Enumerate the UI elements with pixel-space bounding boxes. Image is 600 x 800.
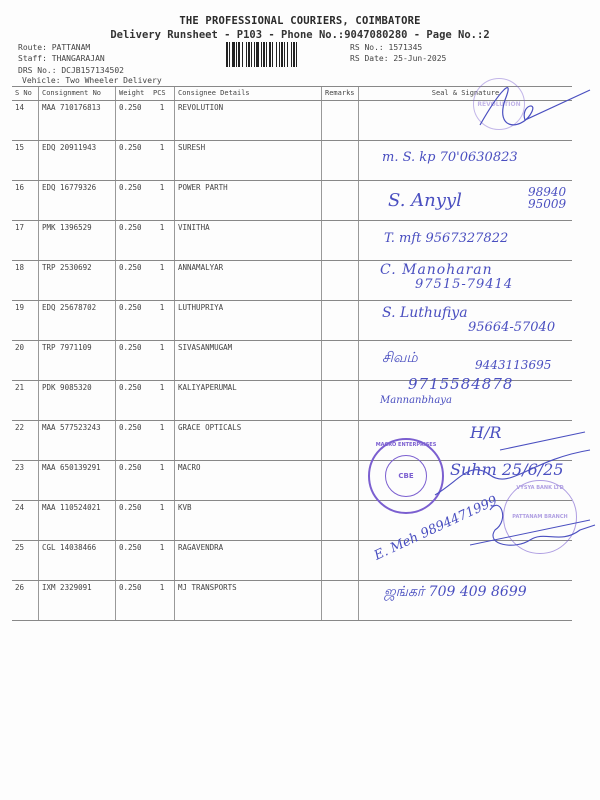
table-row	[12, 221, 572, 261]
cell-weight: 0.250	[116, 421, 151, 461]
table-row	[12, 461, 572, 501]
cell-pcs: 1	[150, 461, 175, 501]
cell-sno: 16	[12, 181, 39, 221]
cell-consignee: KALIYAPERUMAL	[175, 381, 322, 421]
cell-consignment: EDQ 16779326	[39, 181, 116, 221]
cell-seal-signature	[359, 501, 573, 541]
cell-weight: 0.250	[116, 501, 151, 541]
signature-row25: E. Meh 9894471999	[372, 493, 500, 564]
cell-seal-signature	[359, 301, 573, 341]
cell-remarks	[322, 101, 359, 141]
drs-number: DRS No.: DCJB157134502	[18, 66, 124, 75]
stamp-ring-text: VYSYA BANK LTD	[516, 485, 564, 491]
page-title: THE PROFESSIONAL COURIERS, COIMBATORE	[179, 15, 421, 27]
signature-row23: Suhm 25/6/25	[450, 460, 564, 479]
cell-sno: 21	[12, 381, 39, 421]
cell-pcs: 1	[150, 421, 175, 461]
cell-sno: 20	[12, 341, 39, 381]
cell-pcs: 1	[150, 101, 175, 141]
cell-consignment: MAA 710176813	[39, 101, 116, 141]
col-remarks: Remarks	[322, 87, 359, 101]
runsheet-table	[12, 86, 572, 621]
cell-seal-signature	[359, 381, 573, 421]
cell-consignee: ANNAMALYAR	[175, 261, 322, 301]
cell-consignee: POWER PARTH	[175, 181, 322, 221]
cell-remarks	[322, 421, 359, 461]
cell-pcs: 1	[150, 501, 175, 541]
table-row	[12, 181, 572, 221]
col-consignee: Consignee Details	[175, 87, 322, 101]
cell-seal-signature	[359, 141, 573, 181]
cell-consignment: CGL 14038466	[39, 541, 116, 581]
cell-remarks	[322, 581, 359, 621]
table-row	[12, 421, 572, 461]
col-weight: Weight	[116, 87, 151, 101]
cell-pcs: 1	[150, 341, 175, 381]
table-row	[12, 261, 572, 301]
cell-pcs: 1	[150, 581, 175, 621]
cell-remarks	[322, 341, 359, 381]
cell-seal-signature	[359, 541, 573, 581]
cell-weight: 0.250	[116, 461, 151, 501]
cell-sno: 17	[12, 221, 39, 261]
route-label: Route: PATTANAM	[18, 43, 91, 52]
stamp-center-text: PATTANAM BRANCH	[512, 514, 568, 520]
signature-row21-name: Mannanbhaya	[380, 395, 452, 406]
cell-remarks	[322, 221, 359, 261]
cell-consignment: MAA 110524021	[39, 501, 116, 541]
cell-sno: 19	[12, 301, 39, 341]
cell-remarks	[322, 381, 359, 421]
cell-pcs: 1	[150, 261, 175, 301]
cell-remarks	[322, 301, 359, 341]
cell-seal-signature	[359, 341, 573, 381]
cell-weight: 0.250	[116, 221, 151, 261]
cell-consignment: TRP 2530692	[39, 261, 116, 301]
cell-consignment: PDK 9085320	[39, 381, 116, 421]
cell-consignee: REVOLUTION	[175, 101, 322, 141]
cell-sno: 25	[12, 541, 39, 581]
signature-row19-number: 95664-57040	[468, 320, 556, 335]
cell-weight: 0.250	[116, 581, 151, 621]
cell-weight: 0.250	[116, 141, 151, 181]
barcode	[226, 42, 344, 67]
signature-row21-number: 9715584878	[408, 375, 514, 393]
cell-pcs: 1	[150, 381, 175, 421]
signature-row18-number: 97515-79414	[415, 277, 514, 292]
col-consignment: Consignment No	[39, 87, 116, 101]
signature-row20-number: 9443113695	[475, 358, 552, 372]
cell-consignment: IXM 2329091	[39, 581, 116, 621]
rs-number: RS No.: 1571345	[350, 43, 423, 52]
cell-consignee: MJ TRANSPORTS	[175, 581, 322, 621]
cell-consignee: SURESH	[175, 141, 322, 181]
cell-sno: 24	[12, 501, 39, 541]
cell-consignment: EDQ 20911943	[39, 141, 116, 181]
vehicle-label: Vehicle: Two Wheeler Delivery	[22, 76, 162, 85]
table-row	[12, 541, 572, 581]
table-header-row	[12, 87, 572, 101]
cell-weight: 0.250	[116, 341, 151, 381]
cell-consignee: VINITHA	[175, 221, 322, 261]
cell-consignment: PMK 1396529	[39, 221, 116, 261]
cell-remarks	[322, 181, 359, 221]
cell-seal-signature	[359, 421, 573, 461]
cell-sno: 22	[12, 421, 39, 461]
table-row	[12, 301, 572, 341]
cell-weight: 0.250	[116, 381, 151, 421]
table-row	[12, 501, 572, 541]
cell-weight: 0.250	[116, 181, 151, 221]
stamp-ring-text: MACRO ENTERPRISES	[375, 442, 437, 448]
signature-row22: H/R	[470, 423, 502, 442]
col-pcs: PCS	[150, 87, 175, 101]
cell-consignee: MACRO	[175, 461, 322, 501]
cell-sno: 23	[12, 461, 39, 501]
cell-seal-signature	[359, 101, 573, 141]
cell-weight: 0.250	[116, 301, 151, 341]
cell-pcs: 1	[150, 141, 175, 181]
cell-consignment: TRP 7971109	[39, 341, 116, 381]
cell-pcs: 1	[150, 181, 175, 221]
cell-pcs: 1	[150, 541, 175, 581]
cell-seal-signature	[359, 261, 573, 301]
signature-row16-number: 98940 95009	[528, 185, 567, 211]
cell-pcs: 1	[150, 221, 175, 261]
cell-consignment: MAA 650139291	[39, 461, 116, 501]
table-row	[12, 141, 572, 181]
cell-remarks	[322, 261, 359, 301]
cell-remarks	[322, 141, 359, 181]
table-row	[12, 381, 572, 421]
cell-consignee: GRACE OPTICALS	[175, 421, 322, 461]
cell-consignee: SIVASANMUGAM	[175, 341, 322, 381]
cell-consignment: MAA 577523243	[39, 421, 116, 461]
col-seal-signature: Seal & Signature	[359, 87, 573, 101]
cell-consignee: LUTHUPRIYA	[175, 301, 322, 341]
cell-sno: 26	[12, 581, 39, 621]
signature-row26: ஜங்கர் 709 409 8699	[384, 584, 527, 600]
cell-seal-signature	[359, 221, 573, 261]
signature-row18-name: C. Manoharan	[380, 262, 493, 278]
barcode-bar	[297, 42, 299, 67]
cell-sno: 15	[12, 141, 39, 181]
signature-row15: m. S. kp 70'0630823	[382, 150, 518, 165]
cell-remarks	[322, 461, 359, 501]
signature-row19-name: S. Luthufiya	[382, 305, 468, 321]
table-row	[12, 341, 572, 381]
signature-row17: T. mft 9567327822	[384, 231, 509, 246]
table-row	[12, 101, 572, 141]
cell-weight: 0.250	[116, 261, 151, 301]
stamp-text: REVOLUTION	[477, 100, 521, 108]
signature-row16-name: S. Anyyl	[388, 190, 462, 211]
cell-sno: 14	[12, 101, 39, 141]
stamp-center-text: CBE	[398, 472, 414, 480]
cell-consignee: RAGAVENDRA	[175, 541, 322, 581]
cell-seal-signature	[359, 461, 573, 501]
cell-consignment: EDQ 25678702	[39, 301, 116, 341]
cell-weight: 0.250	[116, 101, 151, 141]
cell-seal-signature	[359, 581, 573, 621]
cell-sno: 18	[12, 261, 39, 301]
cell-pcs: 1	[150, 301, 175, 341]
cell-seal-signature	[359, 181, 573, 221]
signature-row20-name: சிவம்	[382, 350, 418, 366]
cell-remarks	[322, 541, 359, 581]
cell-weight: 0.250	[116, 541, 151, 581]
col-sno: S No	[12, 87, 39, 101]
table-row	[12, 581, 572, 621]
cell-remarks	[322, 501, 359, 541]
cell-consignee: KVB	[175, 501, 322, 541]
staff-label: Staff: THANGARAJAN	[18, 54, 105, 63]
page-subtitle: Delivery Runsheet - P103 - Phone No.:9047080280 - Page No.:2	[110, 29, 490, 41]
rs-date: RS Date: 25-Jun-2025	[350, 54, 447, 63]
